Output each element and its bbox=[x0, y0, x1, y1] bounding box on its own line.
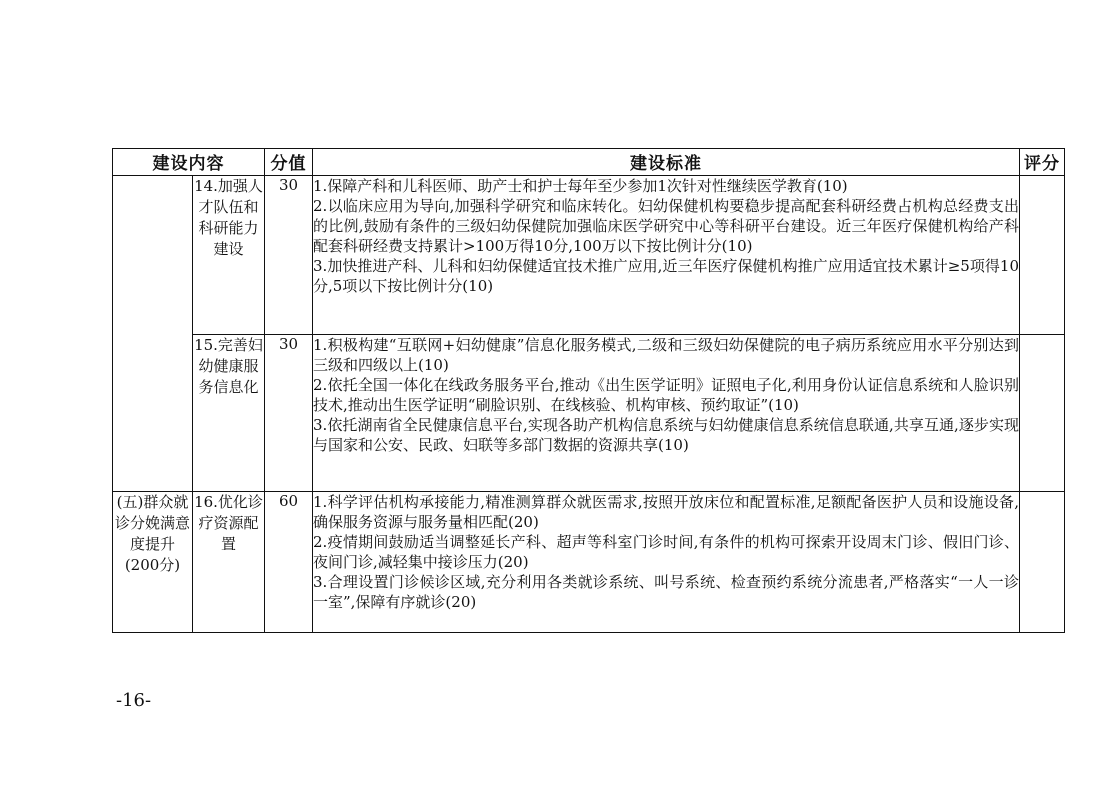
page-number: -16- bbox=[116, 690, 152, 711]
table-header-row bbox=[113, 149, 1065, 176]
standard-cell bbox=[313, 335, 1020, 492]
standard-line: 3.合理设置门诊候诊区域,充分利用各类就诊系统、叫号系统、检查预约系统分流患者,严格落实“一人一诊一室”,保障有序就诊(20) bbox=[313, 573, 1019, 611]
table-row bbox=[113, 335, 1065, 492]
standard-line: 1.科学评估机构承接能力,精准测算群众就医需求,按照开放床位和配置标准,足额配备医护人员和设施设备,确保服务资源与服务量相匹配(20) bbox=[313, 493, 1019, 531]
standard-cell bbox=[313, 176, 1020, 335]
rating-cell[interactable] bbox=[1020, 492, 1065, 633]
rating-cell[interactable] bbox=[1020, 335, 1065, 492]
item-cell: 16.优化诊疗资源配置 bbox=[193, 492, 265, 633]
category-cell: (五)群众就诊分娩满意度提升(200分) bbox=[113, 492, 193, 633]
header-content: 建设内容 bbox=[113, 149, 265, 176]
score-cell: 30 bbox=[265, 176, 313, 335]
header-rating: 评分 bbox=[1020, 149, 1065, 176]
item-cell: 14.加强人才队伍和科研能力建设 bbox=[193, 176, 265, 335]
category-cell-empty bbox=[113, 176, 193, 492]
standard-cell bbox=[313, 492, 1020, 633]
header-standard: 建设标准 bbox=[313, 149, 1020, 176]
standard-line: 2.疫情期间鼓励适当调整延长产科、超声等科室门诊时间,有条件的机构可探索开设周末门诊、假旧门诊、夜间门诊,减轻集中接诊压力(20) bbox=[313, 533, 1019, 571]
standards-table bbox=[112, 148, 1065, 633]
rating-cell[interactable] bbox=[1020, 176, 1065, 335]
item-cell: 15.完善妇幼健康服务信息化 bbox=[193, 335, 265, 492]
header-score: 分值 bbox=[265, 149, 313, 176]
standard-line: 3.依托湖南省全民健康信息平台,实现各助产机构信息系统与妇幼健康信息系统信息联通,共享互通,逐步实现与国家和公安、民政、妇联等多部门数据的资源共享(10) bbox=[313, 416, 1019, 454]
score-cell: 60 bbox=[265, 492, 313, 633]
score-cell: 30 bbox=[265, 335, 313, 492]
table-row bbox=[113, 176, 1065, 335]
standard-line: 1.积极构建“互联网+妇幼健康”信息化服务模式,二级和三级妇幼保健院的电子病历系统应用水平分别达到三级和四级以上(10) bbox=[313, 336, 1019, 374]
standard-line: 3.加快推进产科、儿科和妇幼保健适宜技术推广应用,近三年医疗保健机构推广应用适宜技术累计≥5项得10分,5项以下按比例计分(10) bbox=[313, 257, 1019, 295]
table-row bbox=[113, 492, 1065, 633]
standard-line: 2.依托全国一体化在线政务服务平台,推动《出生医学证明》证照电子化,利用身份认证信息系统和人脸识别技术,推动出生医学证明“刷脸识别、在线核验、机构审核、预约取证”(10) bbox=[313, 376, 1019, 414]
standard-line: 2.以临床应用为导向,加强科学研究和临床转化。妇幼保健机构要稳步提高配套科研经费占机构总经费支出的比例,鼓励有条件的三级妇幼保健院加强临床医学研究中心等科研平台建设。近三年医疗保健机构给产科配套科研经费支持累计>100万得10分,100万以下按比例计分(10) bbox=[313, 197, 1019, 255]
standard-line: 1.保障产科和儿科医师、助产士和护士每年至少参加1次针对性继续医学教育(10) bbox=[313, 177, 848, 195]
